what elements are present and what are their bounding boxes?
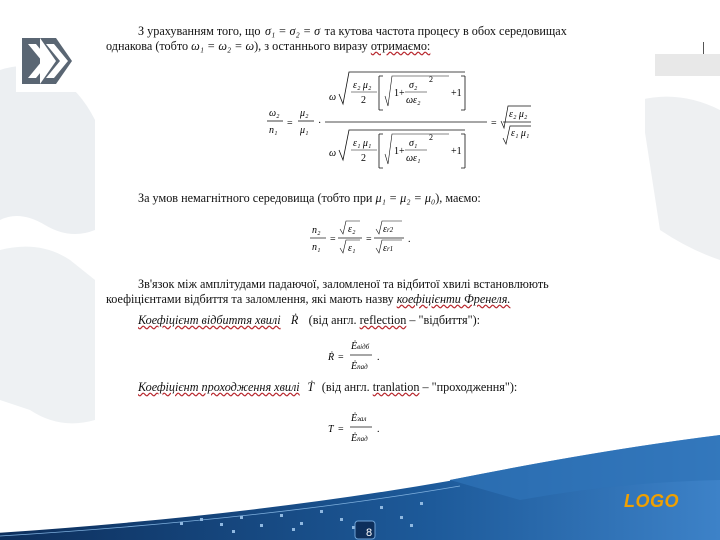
svg-text:Ėпад: Ėпад — [351, 361, 368, 372]
formula-omega-equal: ω₁ = ω₂ = ω — [191, 39, 255, 53]
double-chevron-right-icon — [16, 30, 78, 92]
paragraph-4 — [138, 313, 480, 327]
svg-text:εr1: εr1 — [383, 243, 394, 254]
svg-text:Ėпад: Ėпад — [351, 433, 368, 444]
svg-text:+1: +1 — [451, 146, 462, 157]
svg-text:Ėвідб: Ėвідб — [351, 341, 370, 352]
paragraph-5 — [138, 380, 517, 394]
svg-text:1+: 1+ — [394, 88, 405, 99]
text-run-underlined: отримаємо: — [370, 39, 431, 53]
svg-text:=: = — [330, 234, 336, 245]
symbol-R-hat: Ṙ — [290, 313, 299, 327]
text-run-italic: Коефіцієнт проходження хвилі — [138, 380, 300, 394]
text-run: – "проходження"): — [422, 380, 518, 394]
svg-text:ε₂: ε₂ — [348, 224, 356, 235]
formula-n-ratio — [310, 216, 420, 262]
svg-text:σ₂: σ₂ — [409, 80, 418, 91]
svg-text:μ₁: μ₁ — [300, 125, 309, 136]
svg-text:ωε₁: ωε₁ — [406, 153, 421, 164]
svg-text:ε₁ μ₁: ε₁ μ₁ — [511, 128, 530, 139]
svg-text:2: 2 — [429, 75, 433, 84]
text-run: коефіцієнтами відбиття та заломлення, які мають назву — [106, 292, 394, 306]
svg-text:n₁: n₁ — [269, 125, 278, 136]
symbol-T-hat: Ṫ — [307, 380, 315, 394]
text-run: ), з останнього виразу — [254, 39, 368, 53]
paragraph-3-line-2 — [106, 292, 510, 306]
svg-text:ε₁ μ₁: ε₁ μ₁ — [353, 138, 372, 149]
svg-text:ω: ω — [329, 92, 337, 103]
svg-text:n₂: n₂ — [312, 225, 321, 236]
paragraph-2 — [138, 191, 481, 205]
text-run: За умов немагнітного середовища (тобто при — [138, 191, 373, 205]
svg-text:=: = — [366, 234, 372, 245]
svg-text:·: · — [318, 118, 322, 129]
text-run: та кутова частота процесу в обох середовищах — [324, 24, 567, 38]
svg-text:n₁: n₁ — [312, 242, 321, 253]
formula-reflection-coefficient — [326, 334, 386, 378]
text-run: З урахуванням того, що — [138, 24, 261, 38]
text-run: (від англ. — [308, 313, 357, 327]
paragraph-1-line-2 — [106, 39, 430, 53]
svg-text:Ėзал: Ėзал — [351, 413, 367, 424]
text-run-italic: Коефіцієнт відбиття хвилі — [138, 313, 281, 327]
svg-text:ω: ω — [329, 148, 337, 159]
svg-text:ω₂: ω₂ — [269, 108, 280, 119]
svg-text:=: = — [287, 118, 293, 129]
svg-text:ε₂ μ₂: ε₂ μ₂ — [353, 80, 372, 91]
paragraph-1-line-1 — [138, 24, 567, 38]
text-run-underlined: reflection — [359, 313, 407, 327]
formula-sigma-equal: σ₁ = σ₂ = σ — [264, 24, 321, 38]
svg-text:μ₂: μ₂ — [300, 108, 309, 119]
svg-text:.: . — [377, 352, 380, 363]
text-run: (від англ. — [321, 380, 370, 394]
svg-text:2: 2 — [429, 133, 433, 142]
svg-text:ε₁: ε₁ — [348, 243, 356, 254]
text-run: Зв'язок між амплітудами падаючої, заломленої та відбитої хвилі встановлюють — [138, 277, 549, 291]
text-run: однакова (тобто — [106, 39, 189, 53]
text-run: ), маємо: — [435, 191, 481, 205]
paragraph-3-line-1 — [138, 277, 549, 291]
svg-text:=: = — [338, 424, 344, 435]
page-number: 8 — [365, 527, 373, 539]
text-run-underlined: tranlation — [372, 380, 420, 394]
svg-text:=: = — [491, 118, 497, 129]
svg-text:Ṙ: Ṙ — [328, 352, 335, 363]
svg-text:T: T — [328, 424, 334, 435]
document-page — [100, 8, 645, 458]
svg-text:2: 2 — [361, 95, 366, 106]
header-tick — [703, 42, 704, 54]
svg-text:2: 2 — [361, 153, 366, 164]
header-accent-bar — [655, 54, 720, 76]
footer-swoosh — [0, 420, 720, 540]
text-run-italic: коефіцієнти Френеля. — [396, 292, 511, 306]
svg-text:ε₂ μ₂: ε₂ μ₂ — [509, 109, 528, 120]
svg-text:.: . — [408, 234, 411, 245]
svg-text:1+: 1+ — [394, 146, 405, 157]
svg-text:σ₁: σ₁ — [409, 138, 418, 149]
formula-mu-equal: μ₁ = μ₂ = μ₀ — [375, 191, 436, 205]
svg-text:.: . — [377, 424, 380, 435]
svg-text:ωε₂: ωε₂ — [406, 95, 421, 106]
svg-text:εr2: εr2 — [383, 224, 394, 235]
svg-text:=: = — [338, 352, 344, 363]
text-run: – "відбиття"): — [409, 313, 481, 327]
logo-text: LOGO — [624, 491, 679, 511]
formula-refraction-ratio — [265, 66, 535, 181]
svg-text:+1: +1 — [451, 88, 462, 99]
